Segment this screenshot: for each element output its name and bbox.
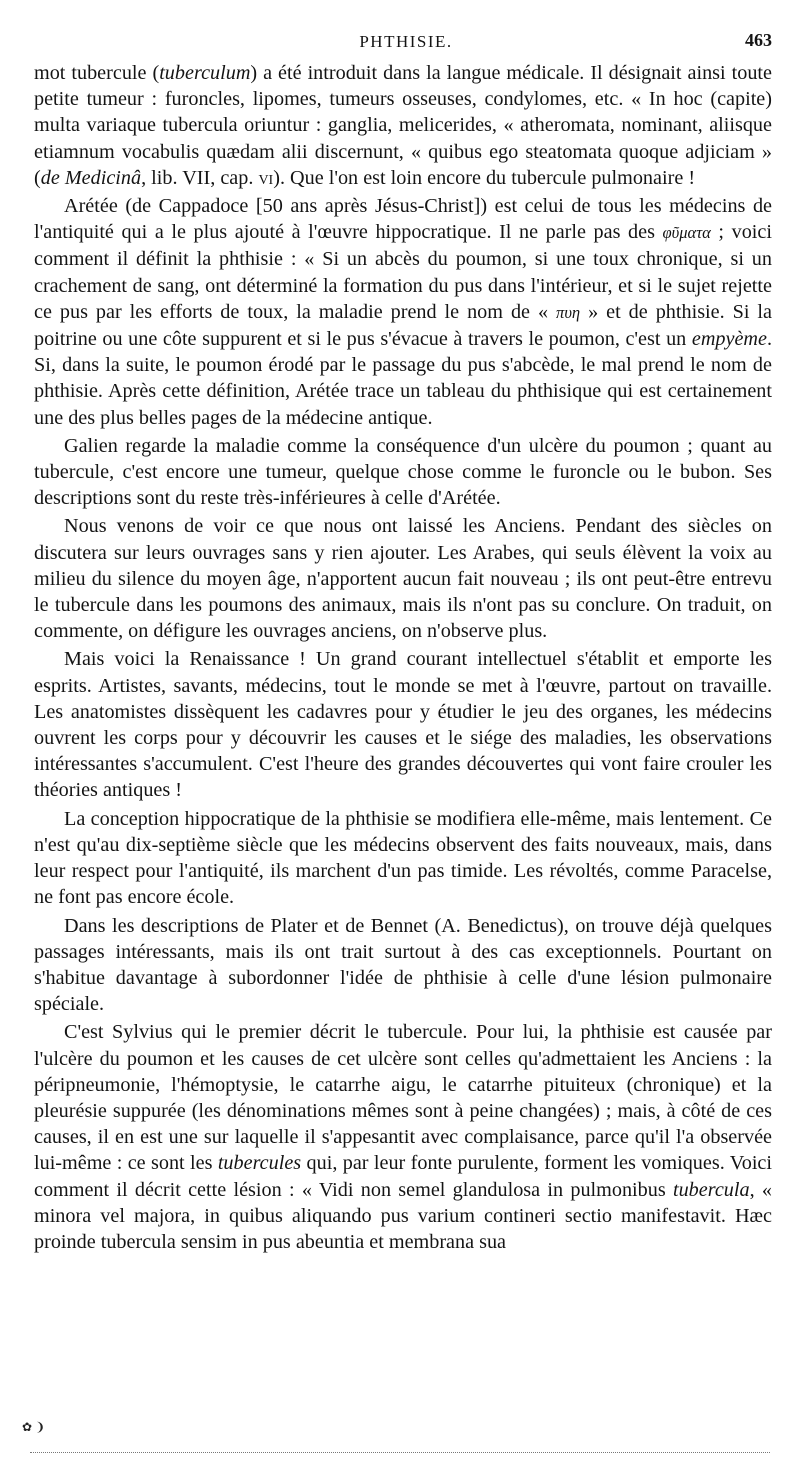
paragraph bbox=[34, 1019, 772, 1255]
paragraph bbox=[34, 806, 772, 911]
running-title: PHTHISIE. bbox=[359, 32, 453, 51]
italic-text: empyème bbox=[691, 328, 767, 351]
italic-text: tuberculum bbox=[159, 62, 251, 84]
text-segment: ) a été introduit dans la langue médicale. Il désignait ainsi toute petite tumeur : furoncles, lipomes, tumeurs osseuses, condylomes, etc. « In hoc (capite) multa variaque tubercula oriuntur : ganglia, melicerides, « atheromata, nominant, aliisque etiamnum vocabulis quædam alii discernunt, « quibus ego steatomata quoque adjiciam » ( bbox=[34, 62, 772, 189]
printer-signature-mark: ✿ ❩ bbox=[22, 1420, 46, 1434]
italic-text: tubercula bbox=[672, 1178, 750, 1201]
text-segment: , lib. VII, cap. bbox=[141, 166, 259, 189]
bottom-dotted-rule bbox=[30, 1452, 770, 1453]
text-segment: ). Que l'on est loin encore du tubercule pulmonaire ! bbox=[273, 166, 696, 189]
text-segment: » et de phthisie. Si la poitrine ou une côte suppurent et si le pus s'évacue à travers le poumon, c'est un bbox=[34, 300, 773, 351]
text-segment: C'est Sylvius qui le premier décrit le tubercule. Pour lui, la phthisie est causée par l'ulcère du poumon et les causes de cet ulcère sont celles qu'admettaient les Anciens : la péripneumonie, l'hémoptysie, le catarrhe aigu, le catarrhe pituiteux (chronique) et la pleurésie suppurée (les dénominations mêmes sont à peine changées) ; mais, à côté de ces causes, il en est une sur laquelle il s'appesantit avec complaisance, parce qu'il l'a observée lui-même : ce sont les bbox=[34, 1021, 772, 1175]
text-segment: qui, par leur fonte purulente, forment les vomiques. Voici comment il décrit cette lésion : « Vidi non semel glandulosa in pulmonibus bbox=[34, 1152, 772, 1201]
body-text bbox=[34, 60, 772, 1255]
paragraph bbox=[34, 193, 772, 431]
page-number: 463 bbox=[745, 30, 772, 50]
text-segment: , « minora vel majora, in quibus aliquando pus varium contineri sectio manifestavit. Hæc proinde tubercula sensim in pus abeuntia et membrana sua bbox=[34, 1178, 773, 1253]
running-head bbox=[40, 28, 772, 56]
greek-text: πυη bbox=[556, 302, 581, 322]
small-caps-text: vi bbox=[258, 166, 274, 189]
paragraph bbox=[34, 646, 772, 803]
text-segment: mot tubercule ( bbox=[34, 62, 160, 84]
text-segment: . Si, dans la suite, le poumon érodé par le passage du pus s'abcède, le mal prend le nom de phthisie. Après cette définition, Arétée trace un tableau du phthisique qui est certainement une des plus belles pages de la médecine antique. bbox=[34, 328, 772, 429]
italic-text: de Medicinâ bbox=[40, 166, 142, 189]
paragraph bbox=[34, 913, 772, 1018]
paragraph bbox=[34, 60, 772, 191]
text-segment: Galien regarde la maladie comme la conséquence d'un ulcère du poumon ; quant au tubercule, c'est encore une tumeur, quelque chose comme le furoncle ou le bubon. Ses descriptions sont du reste très-inférieures à celle d'Arétée. bbox=[34, 434, 772, 510]
text-segment: Arétée (de Cappadoce [50 ans après Jésus-Christ]) est celui de tous les médecins de l'antiquité qui a le plus ajouté à l'œuvre hippocratique. Il ne parle pas des bbox=[34, 195, 772, 244]
greek-text: φῦματα bbox=[662, 223, 711, 243]
text-segment: Mais voici la Renaissance ! Un grand courant intellectuel s'établit et emporte les esprits. Artistes, savants, médecins, tout le monde se met à l'œuvre, partout on travaille. Les anatomistes dissèquent les cadavres pour y étudier le jeu des organes, les médecins ouvrent les corps pour y découvrir les causes et le siége des maladies, les observations intéressantes s'accumulent. C'est l'heure des grandes découvertes qui vont faire crouler les théories antiques ! bbox=[34, 648, 772, 802]
text-segment: La conception hippocratique de la phthisie se modifiera elle-même, mais lentement. Ce n'est qu'au dix-septième siècle que les médecins observent des faits nouveaux, mais, dans leur respect pour l'antiquité, ils marchent d'un pas timide. Les révoltés, comme Paracelse, ne font pas encore école. bbox=[34, 807, 772, 909]
italic-text: tubercules bbox=[217, 1152, 302, 1175]
text-segment: Nous venons de voir ce que nous ont laissé les Anciens. Pendant des siècles on discutera sur leurs ouvrages sans y rien ajouter. Les Arabes, qui seuls élèvent la voix au milieu du silence du moyen âge, n'apportent aucun fait nouveau ; ils ont peut-être entrevu le tubercule dans les poumons des animaux, mais ils n'ont pas su conclure. On traduit, on commente, on défigure les ouvrages anciens, on n'observe plus. bbox=[34, 515, 772, 643]
paragraph bbox=[34, 513, 772, 644]
text-segment: Dans les descriptions de Plater et de Bennet (A. Benedictus), on trouve déjà quelques passages intéressants, mais ils ont trait surtout à des cas exceptionnels. Pourtant on s'habitue davantage à subordonner l'idée de phthisie à celle d'une lésion pulmonaire spéciale. bbox=[34, 914, 772, 1016]
text-segment: ; voici comment il définit la phthisie : « Si un abcès du poumon, si une toux chronique, si un crachement de sang, ont déterminé la formation du pus dans l'intérieur, et si le sujet rejette ce pus par les efforts de toux, la maladie prend le nom de « bbox=[34, 221, 772, 323]
paragraph bbox=[34, 433, 772, 512]
